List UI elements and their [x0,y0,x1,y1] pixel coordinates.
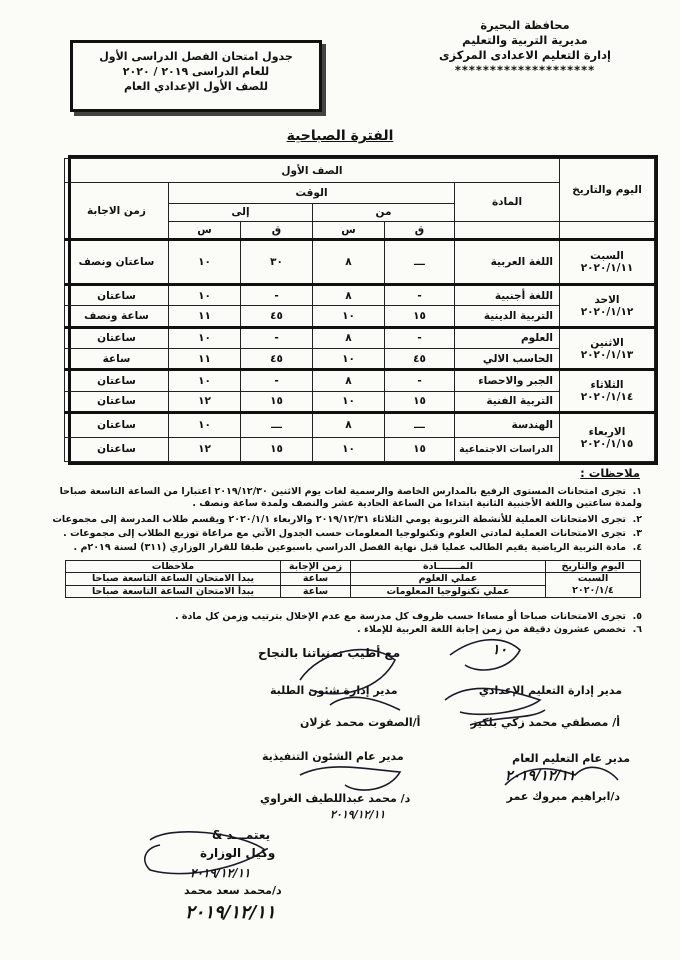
header-hour: س [169,222,241,240]
deputy-name: د/محمد سعد محمد [184,884,282,897]
header-stars: ******************** [454,63,596,77]
header-to: إلى [169,203,313,221]
subject-cell: التربية الفنية [455,391,560,412]
duration-cell: ساعتان [64,285,168,306]
lab-header: ملاحظات [66,561,281,573]
from-hour: ٨ [313,327,385,348]
affairs-director-name: أ/الصفوت محمد غزلان [300,716,421,729]
day-cell: الاثنين ٢٠٢٠/١/١٣ [560,327,655,370]
note-item: ٥.تجرى الامتحانات صباحا أو مساءا حسب ظروف كل مدرسة مع عدم الإخلال بترتيب وزمن كل مادة . [174,611,642,622]
affairs-director-title: مدير إدارة شئون الطلبة [270,684,398,697]
general-director-name: د/ابراهيم مبروك عمر [506,790,620,803]
from-hour: ١٠ [313,349,385,370]
lab-duration: ساعة [281,573,351,586]
duration-cell: ساعتان [64,437,168,462]
to-hour: ١٢ [169,437,241,462]
from-minute: ٤٥ [385,349,455,370]
to-hour: ١٢ [169,391,241,412]
to-hour: ١٠ [169,240,241,285]
to-minute: ٤٥ [241,306,313,327]
exec-date: ٢٠١٩/١٢/١١ [330,808,386,821]
exec-director-name: د/ محمد عبداللطيف الغراوي [260,792,411,805]
deputy-title: وكيل الوزارة [200,846,276,860]
lab-day-cell: السبت ٢٠٢٠/١/٤ [546,573,641,598]
header-line: مديرية التربية والتعليم [462,33,588,47]
prep-director-name: أ/ مصطفي محمد زكي بلكيز [470,716,620,729]
header-line: إدارة التعليم الاعدادى المركزى [439,48,611,62]
notes-heading: ملاحظات : [580,466,640,480]
to-minute: ٤٥ [241,349,313,370]
duration-cell: ساعتان [64,370,168,391]
from-hour: ١٠ [313,306,385,327]
to-minute: - [241,327,313,348]
header-line: محافظة البحيرة [480,18,570,32]
to-hour: ١١ [169,349,241,370]
subject-cell: اللغة أجنبية [455,285,560,306]
note-item: ١.تجرى امتحانات المستوى الرفيع بالمدارس الخاصة والرسمية لغات يوم الاثنين ٢٠١٩/١٢/٣٠ اعتبارا من الساعة التاسعة صباحا ولمدة ساعتين واللغة الأجنبية الثانية ابتداءا من الساعة الحادية عشر والنصف ولمدة ساعة ونصف . [59,486,642,509]
note-item: ٣.تجرى الامتحانات العملية لمادتي العلوم وتكنولوجيا المعلومات حسب الجدول الآتي مع مراعاة توزيع الطلاب إلى مجموعات . [63,528,642,539]
signature-affairs-director [300,650,400,710]
subject-cell: الحاسب الالي [455,349,560,370]
duration-cell: ساعتان ونصف [64,240,168,285]
subject-cell: العلوم [455,327,560,348]
period-title: الفترة الصباحية [286,128,394,144]
header-time: الوقت [169,183,455,203]
from-minute: - [385,370,455,391]
from-minute: - [385,285,455,306]
from-minute: ١٥ [385,437,455,462]
from-hour: ١٠ [313,391,385,412]
note-item: ٦.تخصص عشرون دقيقة من زمن إجابة اللغة العربية للإملاء . [357,624,642,635]
handwritten-mark: ٢٠١٩/١٢/١١ [190,866,251,880]
duration-cell: ساعة [64,349,168,370]
title-line: للعام الدراسى ٢٠١٩ / ٢٠٢٠ [122,65,270,78]
to-minute: - [241,285,313,306]
to-minute: - [241,370,313,391]
header-subject: المادة [455,183,560,222]
header-hour: س [313,222,385,240]
day-cell: الاربعاء ٢٠٢٠/١/١٥ [560,413,655,462]
to-hour: ١٠ [169,413,241,437]
exec-director-title: مدير عام الشئون التنفيذية [262,750,404,763]
lab-header: المـــــــادة [351,561,546,573]
header-duration: زمن الاجابة [64,183,168,240]
to-minute: ـــ [241,413,313,437]
to-hour: ١٠ [169,370,241,391]
duration-cell: ساعتان [64,413,168,437]
header-grade: الصف الأول [64,159,559,183]
subject-cell: الهندسة [455,413,560,437]
day-cell: السبت ٢٠٢٠/١/١١ [560,240,655,285]
note-item: ٤.مادة التربية الرياضية يقيم الطالب عمليا قبل نهاية الفصل الدراسي باسبوعين طبقا للقرار الوزاري (٣١١) لسنة ٢٠١٩م . [73,542,642,553]
to-hour: ١٠ [169,285,241,306]
lab-header: اليوم والتاريخ [546,561,641,573]
from-minute: - [385,327,455,348]
subject-cell: الجبر والاحصاء [455,370,560,391]
from-hour: ٨ [313,370,385,391]
general-director-title: مدير عام التعليم العام [512,752,630,765]
lab-subject: عملي العلوم [351,573,546,586]
header-day-date: اليوم والتاريخ [560,159,655,222]
to-hour: ١٠ [169,327,241,348]
day-cell: الثلاثاء ٢٠٢٠/١/١٤ [560,370,655,413]
header-minute: ق [241,222,313,240]
from-minute: ١٥ [385,391,455,412]
from-hour: ١٠ [313,437,385,462]
closing-wish: مع أطيب تمنياتنا بالنجاح [258,646,401,660]
subject-cell: اللغة العربية [455,240,560,285]
from-minute: ١٥ [385,306,455,327]
lab-duration: ساعة [281,585,351,598]
to-minute: ١٥ [241,391,313,412]
subject-cell: الدراسات الاجتماعية [455,437,560,462]
lab-note: يبدأ الامتحان الساعة التاسعة صباحا [66,573,281,586]
day-cell: الاحد ٢٠٢٠/١/١٢ [560,285,655,328]
signature-exec-director [300,767,400,790]
to-hour: ١١ [169,306,241,327]
duration-cell: ساعة ونصف [64,306,168,327]
from-minute: ـــ [385,240,455,285]
title-line: جدول امتحان الفصل الدراسى الأول [99,50,293,63]
lab-note: يبدأ الامتحان الساعة التاسعة صباحا [66,585,281,598]
header-from: من [313,203,455,221]
to-minute: ٣٠ [241,240,313,285]
handwritten-mark: ٢٠١٩/١٢/١١ [505,768,576,784]
from-hour: ٨ [313,285,385,306]
handwritten-mark: ١٠ [492,642,508,658]
subject-cell: التربية الدينية [455,306,560,327]
duration-cell: ساعتان [64,327,168,348]
note-item: ٢.تجرى الامتحانات العملية للأنشطة التربوية يومي الثلاثاء ٢٠١٩/١٢/٣١ والاربعاء ٢٠٢٠/١/١ ويقسم طلاب المدرسة إلى مجموعات [52,514,642,525]
prep-director-title: مدير إدارة التعليم الإعدادي [478,684,622,697]
lab-subject: عملي تكنولوجيا المعلومات [351,585,546,598]
lab-header: زمن الإجابة [281,561,351,573]
to-minute: ١٥ [241,437,313,462]
from-hour: ٨ [313,413,385,437]
from-hour: ٨ [313,240,385,285]
title-line: للصف الأول الإعدادي العام [123,80,269,93]
duration-cell: ساعتان [64,391,168,412]
from-minute: ـــ [385,413,455,437]
deputy-date: ٢٠١٩/١٢/١١ [185,902,276,923]
header-minute: ق [385,222,455,240]
approval-label: يعتمـــد & [212,828,271,842]
